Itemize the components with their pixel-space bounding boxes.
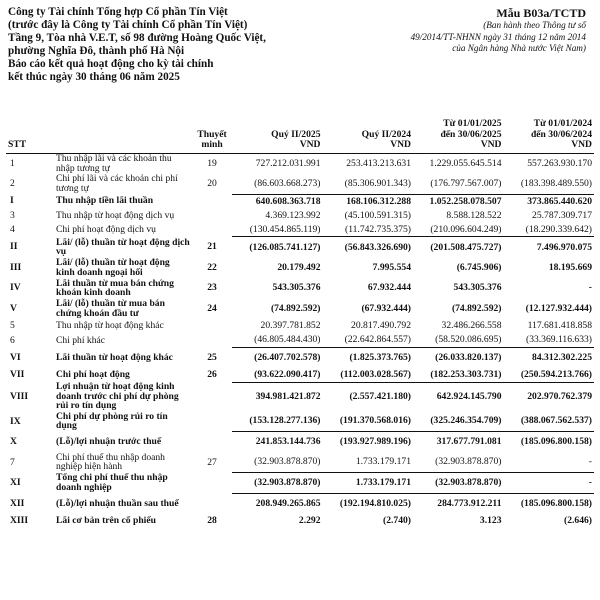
table-row (6, 208, 594, 222)
row-stt: VII (10, 369, 25, 381)
row-value-q2-2025: (26.407.702.578) (232, 347, 323, 368)
row-item-label: Lãi/ (lỗ) thuần từ hoạt động kinh doanh ngoại hối (56, 257, 170, 278)
row-value-ytd2025: (74.892.592) (451, 302, 502, 314)
company-header (8, 6, 338, 84)
row-note-ref (192, 473, 232, 494)
row-item-label: Lãi cơ bản trên cổ phiếu (56, 514, 156, 526)
table-row (6, 514, 594, 528)
row-stt: 2 (10, 177, 15, 189)
row-value-q2-2025: (74.892.592) (270, 302, 321, 314)
row-value-ytd2025: (210.096.604.249) (430, 223, 502, 235)
row-stt: XII (10, 497, 25, 509)
table-row (6, 452, 594, 473)
row-value-q2-2024: 1.733.179.171 (355, 456, 411, 468)
table-row (6, 174, 594, 195)
table-row (6, 347, 594, 368)
company-address-line1: Tầng 9, Tòa nhà V.E.T, số 98 đường Hoàng Quốc Việt, (8, 32, 266, 44)
table-row (6, 382, 594, 411)
table-row (6, 319, 594, 333)
row-value-q2-2024: 168.106.312.288 (323, 194, 414, 208)
company-address-line2: phường Nghĩa Đô, thành phố Hà Nội (8, 45, 185, 57)
row-item-label: Lãi thuần từ mua bán chứng khoán kinh doanh (56, 277, 174, 299)
row-stt: VI (10, 351, 21, 363)
row-value-ytd2025: (182.253.303.731) (430, 369, 502, 381)
row-note-ref: 22 (207, 261, 217, 273)
row-value-ytd2025: (26.033.820.137) (413, 347, 504, 368)
row-item-label: Chi phí hoạt động (56, 369, 130, 381)
row-item-label: (Lỗ)/lợi nhuận thuần sau thuế (56, 497, 179, 509)
row-value-ytd2024: - (504, 473, 595, 494)
row-item-label: Lãi/ (lỗ) thuần từ mua bán chứng khoán đầu tư (56, 298, 165, 319)
row-value-ytd2025: (176.797.567.007) (430, 177, 502, 189)
row-value-q2-2025: 4.369.123.992 (265, 209, 321, 221)
form-code: Mẫu B03a/TCTD (496, 6, 586, 20)
table-row (6, 493, 594, 514)
table-row (6, 278, 594, 299)
row-value-ytd2024: (18.290.339.642) (525, 223, 592, 235)
col-header-ytd-2025: Từ 01/01/2025 đến 30/06/2025 VND (413, 118, 504, 153)
row-value-q2-2025: 2.292 (298, 514, 321, 526)
row-value-q2-2024: (45.100.591.315) (344, 209, 411, 221)
row-value-ytd2025: (6.745.906) (456, 261, 502, 273)
row-value-ytd2024: 25.787.309.717 (532, 209, 592, 221)
table-row (6, 153, 594, 174)
row-value-q2-2024: (191.370.568.016) (339, 415, 411, 427)
row-stt: 4 (10, 223, 15, 235)
row-value-q2-2025: (130.454.865.119) (249, 223, 321, 235)
row-value-ytd2025: (325.246.354.709) (430, 415, 502, 427)
row-stt: XIII (10, 514, 29, 526)
row-item-label: Thu nhập tiền lãi thuần (56, 195, 154, 207)
row-value-ytd2025: 317.677.791.081 (413, 432, 504, 453)
row-item-label: (Lỗ)/lợi nhuận trước thuế (56, 436, 162, 448)
row-value-ytd2025: 8.588.128.522 (446, 209, 502, 221)
row-note-ref: 24 (207, 302, 217, 314)
row-value-q2-2025: 208.949.265.865 (232, 493, 323, 514)
row-value-q2-2024: 7.995.554 (372, 261, 411, 273)
row-value-q2-2024: 253.413.213.631 (346, 157, 411, 169)
table-row (6, 223, 594, 237)
row-value-q2-2025: (93.622.090.417) (254, 369, 321, 381)
report-title-line1: Báo cáo kết quả hoạt động cho kỳ tài chính (8, 58, 214, 70)
row-item-label: Lãi thuần từ hoạt động khác (56, 351, 173, 363)
row-value-q2-2024: (192.194.810.025) (323, 493, 414, 514)
row-value-ytd2024: (185.096.800.158) (504, 493, 595, 514)
row-value-ytd2024: (183.398.489.550) (520, 177, 592, 189)
row-value-q2-2024: (1.825.373.765) (323, 347, 414, 368)
row-stt: III (10, 261, 22, 273)
row-item-label: Chi phí hoạt động dịch vụ (56, 223, 156, 235)
row-stt: VIII (10, 390, 29, 402)
row-value-ytd2024: 202.970.762.379 (504, 382, 595, 411)
table-body (6, 153, 594, 528)
table-row (6, 257, 594, 278)
row-note-ref: 19 (207, 157, 217, 169)
row-note-ref: 27 (207, 456, 217, 468)
row-item-label: Chi phí dự phòng rủi ro tín dụng (56, 410, 168, 432)
row-item-label: Chi phí khác (56, 334, 106, 346)
row-value-q2-2025: 20.179.492 (277, 261, 321, 273)
col-header-note: Thuyết minh (192, 118, 232, 153)
row-value-q2-2025: (32.903.878.870) (254, 456, 321, 468)
row-value-ytd2024: 7.496.970.075 (504, 237, 595, 258)
row-note-ref: 21 (207, 241, 217, 253)
row-stt: 3 (10, 209, 15, 221)
table-row (6, 411, 594, 432)
row-value-ytd2025: 642.924.145.790 (413, 382, 504, 411)
row-value-ytd2024: - (588, 282, 592, 294)
row-item-label: Thu nhập từ hoạt động khác (56, 320, 164, 332)
row-value-q2-2025: 727.212.031.991 (255, 157, 321, 169)
row-value-q2-2024: (2.740) (383, 514, 411, 526)
row-item-label: Tổng chi phí thuế thu nhập doanh nghiệp (56, 472, 168, 493)
form-reference (326, 6, 586, 55)
table-row (6, 368, 594, 382)
row-item-label: Lợi nhuận từ hoạt động kinh doanh trước chi phí dự phòng rủi ro tín dụng (56, 381, 179, 412)
row-stt: I (10, 195, 14, 207)
row-value-ytd2024: (2.646) (564, 514, 592, 526)
row-value-q2-2025: 543.305.376 (272, 282, 321, 294)
table-row (6, 473, 594, 494)
company-name: Công ty Tài chính Tổng hợp Cổ phần Tín Việt (8, 6, 228, 18)
row-value-ytd2025: 543.305.376 (453, 282, 502, 294)
row-value-q2-2025: (126.085.741.127) (232, 237, 323, 258)
table-row (6, 194, 594, 208)
row-value-ytd2025: (201.508.475.727) (413, 237, 504, 258)
table-row (6, 298, 594, 319)
row-value-ytd2025: 284.773.912.211 (413, 493, 504, 514)
col-header-q2-2025: Quý II/2025 VND (232, 118, 323, 153)
row-value-q2-2024: (67.932.444) (361, 302, 411, 314)
row-value-q2-2024: (22.642.864.557) (344, 334, 411, 346)
table-row (6, 432, 594, 453)
row-value-q2-2025: (32.903.878.870) (232, 473, 323, 494)
row-value-q2-2024: (11.742.735.375) (345, 223, 411, 235)
row-note-ref: 20 (207, 177, 217, 189)
row-stt: XI (10, 477, 21, 489)
row-value-q2-2024: 20.817.490.792 (351, 320, 411, 332)
row-value-q2-2025: (86.603.668.273) (254, 177, 321, 189)
row-item-label: Chi phí thuế thu nhập doanh nghiệp hiện hành (56, 451, 165, 473)
table-row (6, 237, 594, 258)
form-note-line1: (Ban hành theo Thông tư số (483, 20, 586, 30)
row-value-ytd2025: 32.486.266.558 (441, 320, 502, 332)
col-header-q2-2024: Quý II/2024 VND (323, 118, 414, 153)
row-item-label: Lãi/ (lỗ) thuần từ hoạt động dịch vụ (56, 236, 190, 258)
row-stt: II (10, 241, 18, 253)
row-note-ref: 23 (207, 282, 217, 294)
row-value-q2-2024: (112.003.028.567) (340, 369, 411, 381)
row-note-ref: 28 (207, 514, 217, 526)
row-value-ytd2025: 3.123 (479, 514, 502, 526)
row-value-q2-2024: 67.932.444 (367, 282, 411, 294)
row-value-q2-2025: 20.397.781.852 (260, 320, 321, 332)
row-value-ytd2024: (388.067.562.537) (520, 415, 592, 427)
row-value-q2-2025: 394.981.421.872 (232, 382, 323, 411)
row-stt: 7 (10, 456, 15, 468)
row-value-ytd2024: 557.263.930.170 (527, 157, 592, 169)
row-stt: X (10, 436, 17, 448)
row-value-ytd2025: (58.520.086.695) (435, 334, 502, 346)
row-value-ytd2025: 1.052.258.078.507 (413, 194, 504, 208)
row-value-ytd2024: - (588, 456, 592, 468)
row-stt: 6 (10, 334, 15, 346)
row-stt: V (10, 302, 17, 314)
row-note-ref (192, 194, 232, 208)
row-note-ref: 26 (207, 369, 217, 381)
table-row (6, 333, 594, 347)
row-note-ref (192, 411, 232, 432)
row-item-label: Thu nhập lãi và các khoản thu nhập tương tự (56, 152, 172, 174)
row-note-ref (192, 223, 232, 237)
row-value-q2-2024: 1.733.179.171 (323, 473, 414, 494)
row-value-ytd2024: (185.096.800.158) (504, 432, 595, 453)
row-value-q2-2024: (2.557.421.180) (323, 382, 414, 411)
row-item-label: Chi phí lãi và các khoản chi phí tương tự (56, 173, 178, 194)
row-value-q2-2024: (193.927.989.196) (323, 432, 414, 453)
row-stt: IX (10, 415, 21, 427)
row-note-ref (192, 493, 232, 514)
table-header-row (6, 118, 594, 153)
row-note-ref (192, 208, 232, 222)
row-value-ytd2025: (32.903.878.870) (413, 473, 504, 494)
row-value-ytd2024: (12.127.932.444) (525, 302, 592, 314)
row-note-ref (192, 319, 232, 333)
row-value-ytd2024: 373.865.440.620 (504, 194, 595, 208)
row-value-ytd2024: 117.681.418.858 (527, 320, 592, 332)
form-note-line3: của Ngân hàng Nhà nước Việt Nam) (452, 43, 586, 53)
col-header-ytd-2024: Từ 01/01/2024 đến 30/06/2024 VND (504, 118, 595, 153)
row-value-q2-2025: (153.128.277.136) (249, 415, 321, 427)
row-note-ref (192, 432, 232, 453)
col-header-stt: STT (6, 118, 42, 153)
row-stt: 5 (10, 320, 15, 332)
row-item-label: Thu nhập từ hoạt động dịch vụ (56, 209, 175, 221)
row-value-ytd2025: 1.229.055.645.514 (429, 157, 502, 169)
row-value-q2-2024: (85.306.901.343) (344, 177, 411, 189)
row-value-ytd2025: (32.903.878.870) (435, 456, 502, 468)
form-note-line2: 49/2014/TT-NHNN ngày 31 tháng 12 năm 2014 (410, 31, 586, 42)
row-note-ref (192, 333, 232, 347)
row-value-q2-2025: 640.608.363.718 (232, 194, 323, 208)
report-title-line2: kết thúc ngày 30 tháng 06 năm 2025 (8, 71, 180, 83)
row-value-ytd2024: 18.195.669 (548, 261, 592, 273)
row-value-q2-2025: (46.805.484.430) (254, 334, 321, 346)
col-header-item (42, 118, 192, 153)
row-value-ytd2024: (250.594.213.766) (520, 369, 592, 381)
row-value-q2-2025: 241.853.144.736 (232, 432, 323, 453)
row-stt: IV (10, 282, 21, 294)
row-note-ref (192, 382, 232, 411)
row-value-ytd2024: 84.312.302.225 (504, 347, 595, 368)
row-value-ytd2024: (33.369.116.633) (526, 334, 592, 346)
row-note-ref: 25 (207, 351, 217, 363)
income-statement-table (6, 118, 594, 528)
row-value-q2-2024: (56.843.326.690) (323, 237, 414, 258)
row-stt: 1 (10, 157, 15, 169)
company-former-name: (trước đây là Công ty Tài chính Cổ phần Tín Việt) (8, 19, 248, 31)
